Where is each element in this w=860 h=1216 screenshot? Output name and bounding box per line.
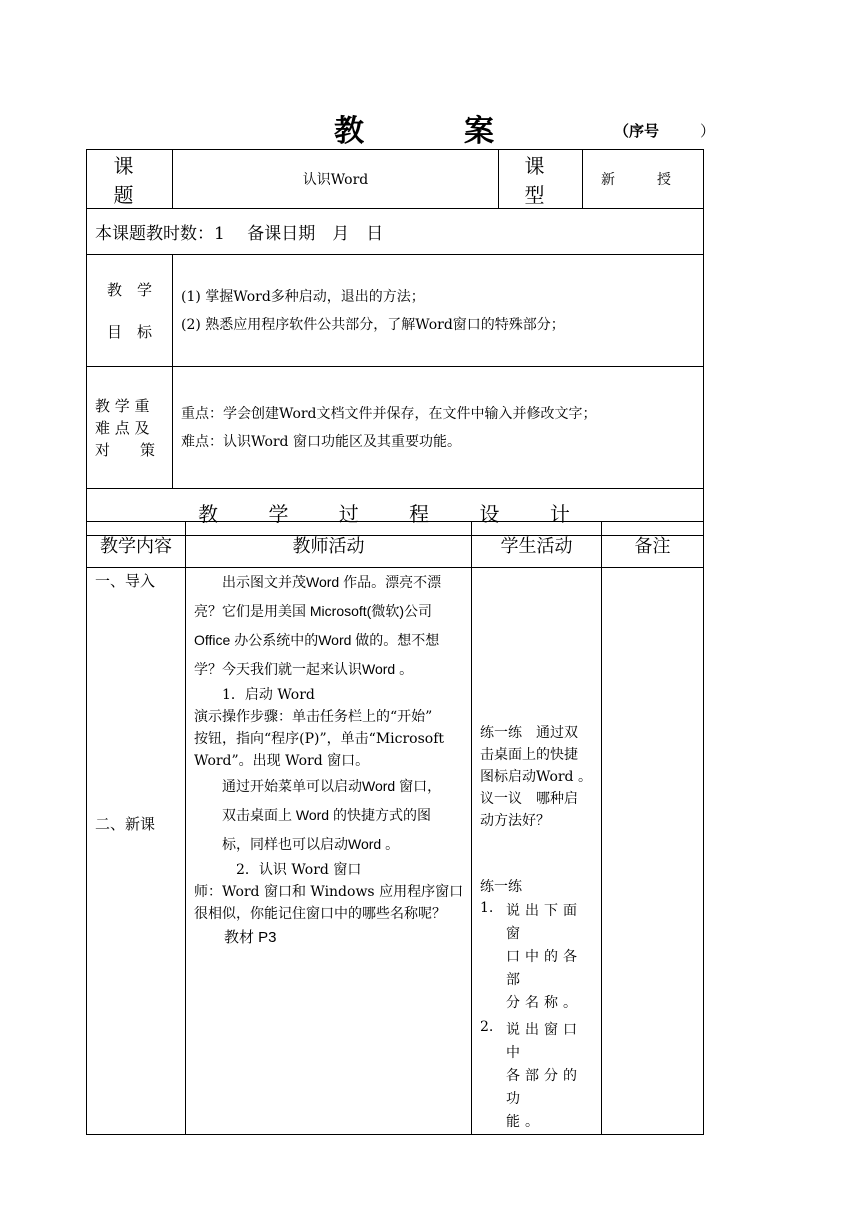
lesson-info-table — [86, 149, 704, 536]
intro-line-1: 出示图文并茂Word 作品。漂亮不漂 — [194, 574, 442, 590]
step1-line-2: 按钮，指向“程序(P)”，单击“Microsoft — [194, 731, 445, 747]
col-header-student: 学生活动 — [472, 522, 602, 568]
note-column — [602, 568, 704, 1135]
step1-title: 1．启动 Word — [194, 687, 315, 703]
process-design-title: 教 学 过 程 设 计 — [87, 489, 704, 536]
topic-value: 认识Word — [173, 150, 499, 209]
key-label-line-3: 对 策 — [95, 440, 156, 459]
discuss-line-2: 动方法好？ — [480, 813, 550, 829]
key-points-label — [87, 367, 173, 489]
goals-label-line-1: 教 学 — [106, 280, 152, 299]
item2-line-c: 能。 — [506, 1114, 544, 1130]
practice-line-2: 击桌面上的快捷 — [480, 747, 578, 763]
step1-more-3: 标，同样也可以启动Word 。 — [194, 836, 400, 852]
step2-title: 2．认识 Word 窗口 — [194, 862, 362, 878]
teaching-process-table — [86, 521, 704, 1135]
item1-line-c: 分名称。 — [506, 995, 582, 1011]
step1-more-2: 双击桌面上 Word 的快捷方式的图 — [194, 807, 431, 823]
intro-line-2: 亮？它们是用美国 Microsoft(微软)公司 — [194, 603, 432, 619]
practice-item-2 — [480, 1019, 595, 1134]
intro-line-3: Office 办公系统中的Word 做的。想不想 — [194, 632, 440, 648]
key-label-line-2: 难 点 及 — [95, 418, 150, 437]
goals-label-line-2: 目 标 — [106, 322, 152, 341]
goal-item-1: (1) 掌握Word多种启动，退出的方法； — [181, 288, 425, 305]
goals-content — [173, 255, 704, 367]
step1-line-1: 演示操作步骤：单击任务栏上的“开始” — [194, 709, 433, 725]
practice-item-1-number: 1. — [480, 900, 494, 916]
item2-line-a: 说出窗口中 — [506, 1022, 582, 1061]
item1-line-a: 说出下面窗 — [506, 903, 582, 942]
teaching-hours-line: 本课题教时数：1 备课日期 月 日 — [87, 209, 704, 255]
key-label-line-1: 教 学 重 — [95, 396, 150, 415]
col-header-teacher: 教师活动 — [186, 522, 472, 568]
topic-label: 课 题 — [87, 150, 173, 209]
content-column — [87, 568, 186, 1135]
difficult-point: 难点：认识Word 窗口功能区及其重要功能。 — [181, 433, 461, 450]
practice-line-1: 练一练 通过双 — [480, 725, 578, 741]
student-column — [472, 568, 602, 1135]
key-points-content — [173, 367, 704, 489]
serial-number-close: ） — [700, 122, 716, 140]
title-char-jiao: 教 — [334, 114, 364, 149]
goal-item-2: (2) 熟悉应用程序软件公共部分，了解Word窗口的特殊部分； — [181, 316, 565, 333]
key-point: 重点：学会创建Word文档文件并保存，在文件中输入并修改文字； — [181, 405, 597, 422]
step1-more-1: 通过开始菜单可以启动Word 窗口， — [194, 778, 442, 794]
intro-line-4: 学？今天我们就一起来认识Word 。 — [194, 661, 414, 677]
section-new-lesson: 二、新课 — [95, 815, 156, 833]
step2-line-1: 师：Word 窗口和 Windows 应用程序窗口 — [194, 884, 464, 900]
step1-line-3: Word”。出现 Word 窗口。 — [194, 753, 370, 769]
teacher-column — [186, 568, 472, 1135]
document-title — [0, 106, 860, 150]
practice-item-1 — [480, 900, 595, 1015]
step2-textbook-ref: 教材 P3 — [194, 929, 277, 946]
section-intro: 一、导入 — [95, 572, 156, 590]
practice-item-2-text — [506, 1019, 595, 1134]
col-header-note: 备注 — [602, 522, 704, 568]
step2-line-2: 很相似，你能记住窗口中的哪些名称呢？ — [194, 906, 446, 922]
practice-line-3: 图标启动Word 。 — [480, 769, 592, 785]
col-header-content: 教学内容 — [87, 522, 186, 568]
type-value: 新 授 — [583, 150, 704, 209]
goals-label — [87, 255, 173, 367]
practice-item-2-number: 2. — [480, 1019, 494, 1035]
student-practice-block — [480, 722, 595, 832]
title-char-an: 案 — [464, 114, 494, 149]
item1-line-b: 口中的各部 — [506, 949, 582, 988]
practice-item-1-text — [506, 900, 595, 1015]
discuss-line-1: 议一议 哪种启 — [480, 791, 578, 807]
practice-title: 练一练 — [480, 879, 522, 895]
item2-line-b: 各部分的功 — [506, 1068, 582, 1107]
serial-number-label: （序号 — [614, 122, 660, 140]
type-label: 课 型 — [499, 150, 583, 209]
